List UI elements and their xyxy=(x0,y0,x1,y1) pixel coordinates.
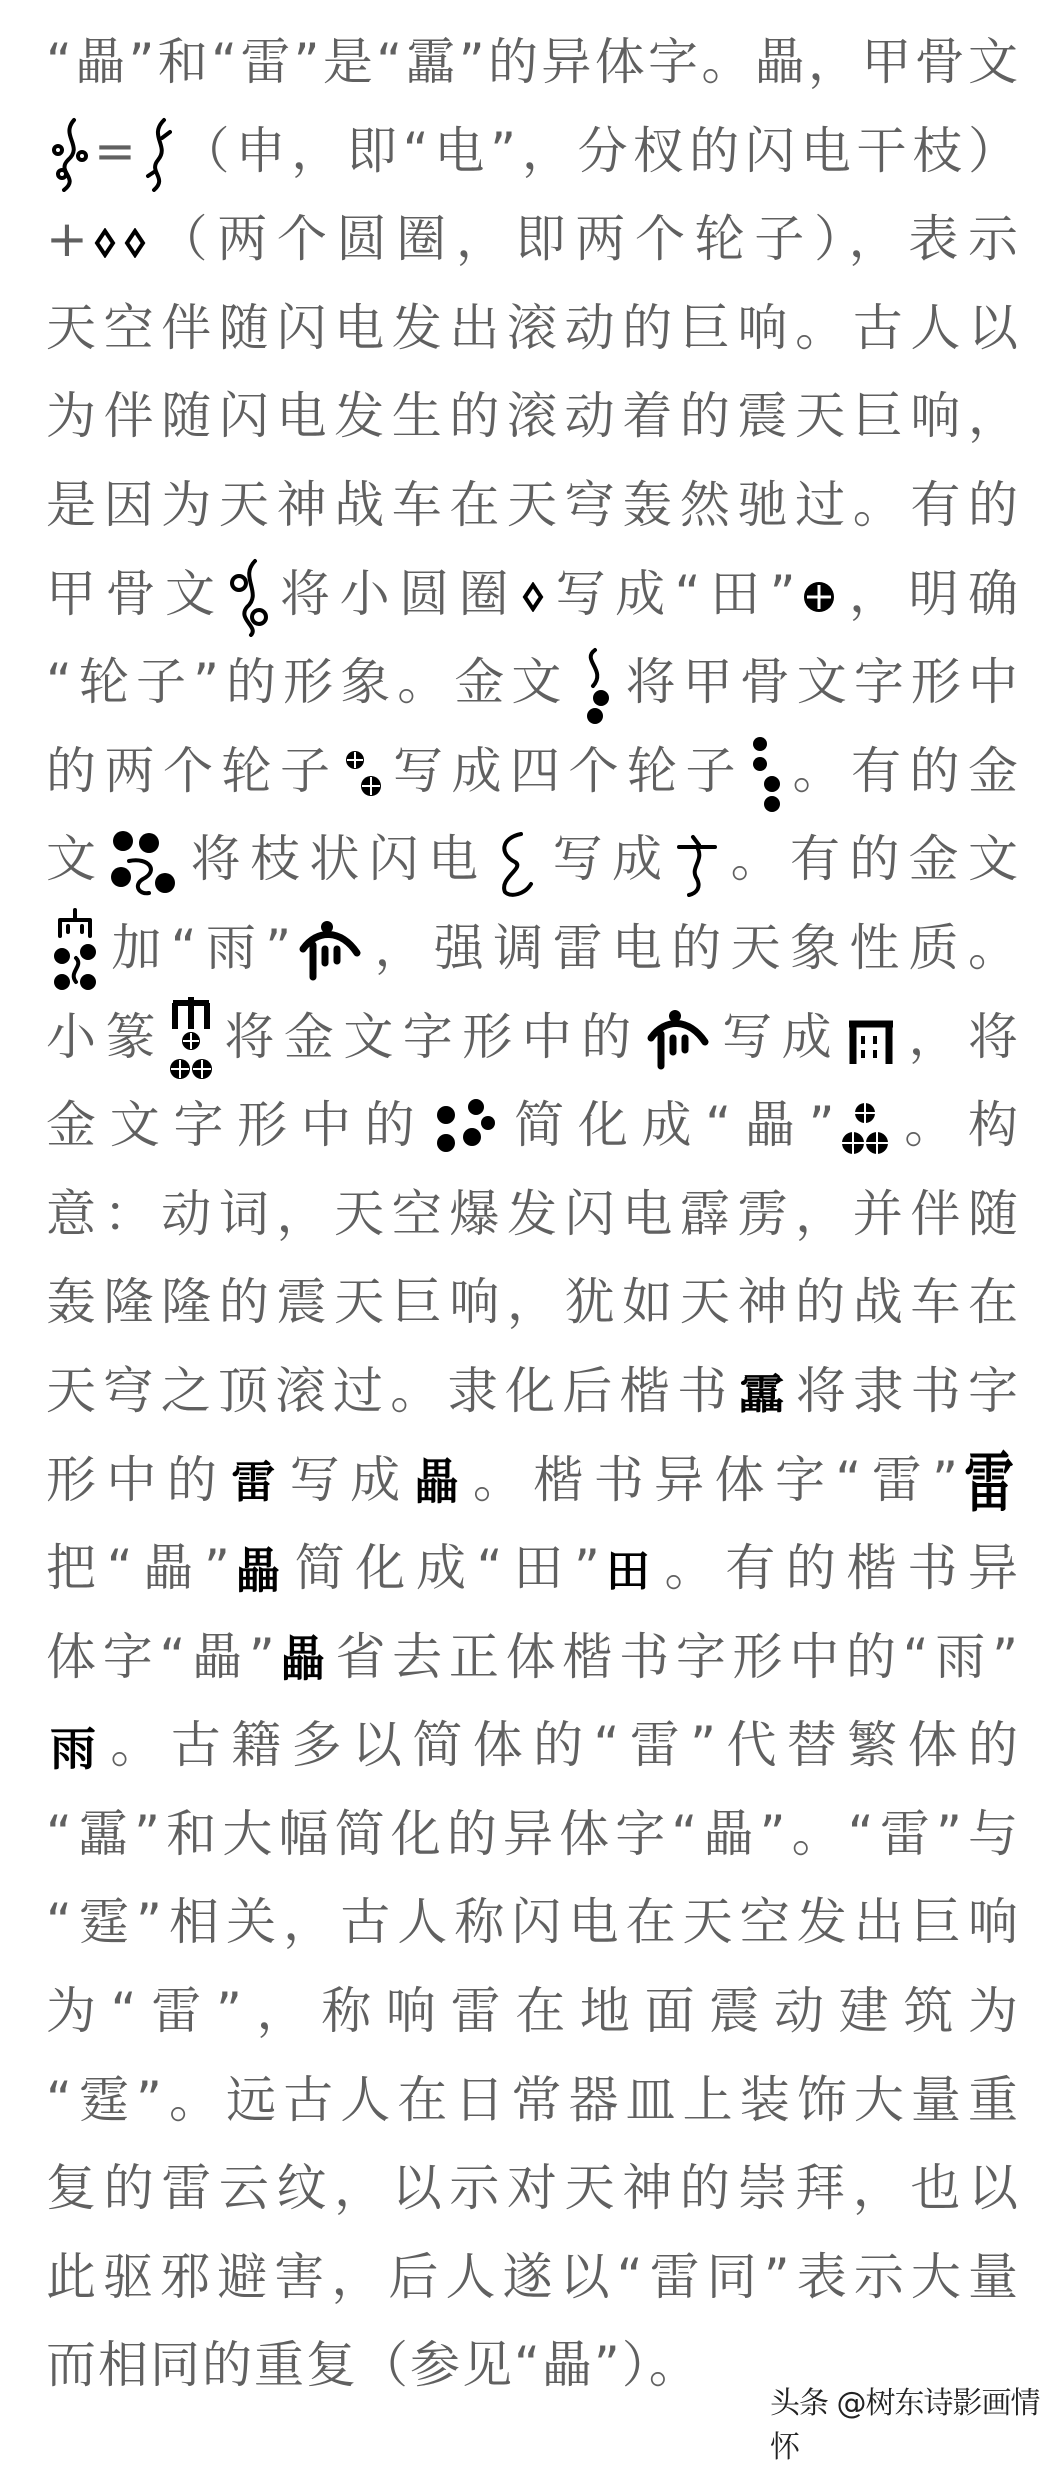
text-line xyxy=(46,2233,1020,2322)
text-segment: 。有的楷书异 xyxy=(655,1539,1021,1598)
text-line xyxy=(46,638,1020,727)
text-segment: 文 xyxy=(46,830,106,889)
kai-lei3-glyph-icon: 畾 xyxy=(280,1631,327,1688)
text-segment: “畾”和“雷”是“靁”的异体字。畾，甲骨文 xyxy=(46,33,1020,91)
kai-tian-glyph-icon: 田 xyxy=(605,1545,652,1597)
kai-lei3-glyph-icon: 畾 xyxy=(414,1454,461,1511)
text-line xyxy=(46,461,1020,550)
text-segment: 写成 xyxy=(281,1450,411,1509)
text-segment: 小篆 xyxy=(46,1007,165,1066)
text-segment: 甲骨文 xyxy=(46,564,225,623)
bronze-rain-glyph-icon xyxy=(645,1008,711,1072)
bronze-wheels-glyph-icon xyxy=(432,1097,498,1161)
text-line xyxy=(46,284,1020,373)
kai-lei3-glyph-icon: 畾 xyxy=(235,1542,282,1600)
watermark: 头条 @树东诗影画情怀 xyxy=(770,2386,1040,2465)
clerical-lei-glyph-icon: 雷 xyxy=(231,1457,278,1508)
text-line xyxy=(46,18,1020,107)
text-segment: 。有的金 xyxy=(786,741,1020,800)
text-segment: 金文字形中的 xyxy=(46,1096,429,1155)
text-segment: 将枝状闪电 xyxy=(183,830,488,889)
article-body xyxy=(46,18,1020,2410)
oracle-lightning-branched-glyph-icon xyxy=(50,116,90,192)
text-line xyxy=(46,904,1020,993)
bronze-lei-rain-glyph-icon xyxy=(50,906,100,996)
text-line xyxy=(46,1967,1020,2056)
text-segment: “霆”。远古人在日常器皿上装饰大量重 xyxy=(46,2070,1020,2129)
text-segment: 简化成“田” xyxy=(285,1539,602,1598)
text-segment: 意：动词，天空爆发闪电霹雳，并伴随 xyxy=(46,1184,1020,1243)
text-line xyxy=(46,195,1020,284)
text-segment: + xyxy=(46,210,90,269)
bronze-lei-glyph-icon xyxy=(573,646,617,726)
text-segment: 简化成“畾” xyxy=(502,1096,837,1155)
text-segment: 将金文字形中的 xyxy=(216,1007,641,1066)
text-segment: 是因为天神战车在天穹轰然驰过。有的 xyxy=(46,475,1020,534)
text-segment: 为伴随闪电发生的滚动着的震天巨响， xyxy=(46,387,1020,446)
text-segment: ，将 xyxy=(901,1007,1021,1066)
lightning-cross-glyph-icon xyxy=(675,827,719,899)
text-segment: 将小圆圈 xyxy=(272,564,519,623)
two-wheels-glyph-icon xyxy=(343,744,383,804)
text-line xyxy=(46,1436,1020,1525)
text-segment: “靁”和大幅简化的异体字“畾”。“雷”与 xyxy=(46,1804,1020,1863)
oracle-lei-wheels-glyph-icon xyxy=(229,557,269,637)
text-segment: 写成四个轮子 xyxy=(386,741,744,800)
text-line xyxy=(46,1347,1020,1436)
text-segment: 。构 xyxy=(892,1096,1021,1155)
kai-lei-full-glyph-icon: 靁 xyxy=(738,1370,787,1419)
text-line xyxy=(46,993,1020,1082)
four-wheels-glyph-icon xyxy=(748,734,782,814)
text-line xyxy=(46,1258,1020,1347)
text-line xyxy=(46,1613,1020,1702)
text-segment: = xyxy=(94,121,138,180)
text-line xyxy=(46,727,1020,816)
text-segment: 复的雷云纹，以示对天神的崇拜，也以 xyxy=(46,2159,1020,2218)
seal-rain-glyph-icon xyxy=(845,1014,897,1066)
text-segment: 写成 xyxy=(714,1007,842,1066)
text-segment: 把“畾” xyxy=(46,1539,232,1598)
text-line xyxy=(46,2056,1020,2145)
text-segment: 轰隆隆的震天巨响，犹如天神的战车在 xyxy=(46,1273,1020,1332)
text-segment: （申，即“电”，分杈的闪电干枝） xyxy=(175,121,1020,180)
text-segment: 将隶书字 xyxy=(790,1361,1020,1420)
text-line xyxy=(46,1081,1020,1170)
oracle-circle-glyph-icon xyxy=(94,228,116,258)
text-line xyxy=(46,1524,1020,1613)
oracle-circle-glyph-icon xyxy=(124,228,146,258)
text-segment: 写成“田” xyxy=(548,564,798,623)
bronze-rain-glyph-icon xyxy=(297,919,363,983)
text-segment: 而相同的重复（参见“畾”）。 xyxy=(46,2336,701,2395)
text-segment: 此驱邪避害，后人遂以“雷同”表示大量 xyxy=(46,2247,1020,2306)
bronze-lei-branch-glyph-icon xyxy=(109,827,179,899)
oracle-lightning-glyph-icon xyxy=(142,116,172,192)
text-segment: 形中的 xyxy=(46,1450,228,1509)
text-segment: 将甲骨文字形中 xyxy=(620,653,1021,712)
oracle-circle-glyph-icon xyxy=(522,582,544,612)
text-segment: “轮子”的形象。金文 xyxy=(46,653,569,712)
text-segment: 的两个轮子 xyxy=(46,741,339,800)
text-segment: “霆”相关，古人称闪电在天空发出巨响 xyxy=(46,1893,1020,1952)
text-line xyxy=(46,550,1020,639)
text-segment: 为“雷”，称响雷在地面震动建筑为 xyxy=(46,1982,1020,2041)
text-segment: 天空伴随闪电发出滚动的巨响。古人以 xyxy=(46,298,1020,357)
text-segment: 天穹之顶滚过。隶化后楷书 xyxy=(46,1361,735,1420)
text-line xyxy=(46,1170,1020,1259)
text-line xyxy=(46,372,1020,461)
text-segment: 写成 xyxy=(545,830,672,889)
text-line xyxy=(46,1701,1020,1790)
text-segment: （两个圆圈，即两个轮子），表示 xyxy=(149,210,1020,269)
kai-lei-glyph-icon: 雷 xyxy=(964,1444,1017,1521)
text-segment: ，强调雷电的天象性质。 xyxy=(367,918,1021,977)
text-line xyxy=(46,815,1020,904)
text-segment: 省去正体楷书字形中的“雨” xyxy=(330,1627,1020,1686)
text-line xyxy=(46,1790,1020,1879)
text-segment: 。有的金文 xyxy=(723,830,1021,889)
seal-lei3-glyph-icon xyxy=(841,1101,889,1157)
text-line xyxy=(46,2144,1020,2233)
kai-rain-glyph-icon: 雨 xyxy=(50,1721,98,1776)
lightning-hook-glyph-icon xyxy=(491,828,541,898)
text-line xyxy=(46,1878,1020,1967)
text-segment: 加“雨” xyxy=(104,918,294,977)
seal-lei-glyph-icon xyxy=(169,995,213,1085)
oracle-tian-glyph-icon xyxy=(801,579,837,615)
text-segment: ，明确 xyxy=(841,564,1021,623)
text-segment: 体字“畾” xyxy=(46,1627,277,1686)
text-line xyxy=(46,107,1020,196)
text-segment: 。楷书异体字“雷” xyxy=(464,1450,961,1509)
text-segment: 。古籍多以简体的“雷”代替繁体的 xyxy=(102,1716,1020,1775)
